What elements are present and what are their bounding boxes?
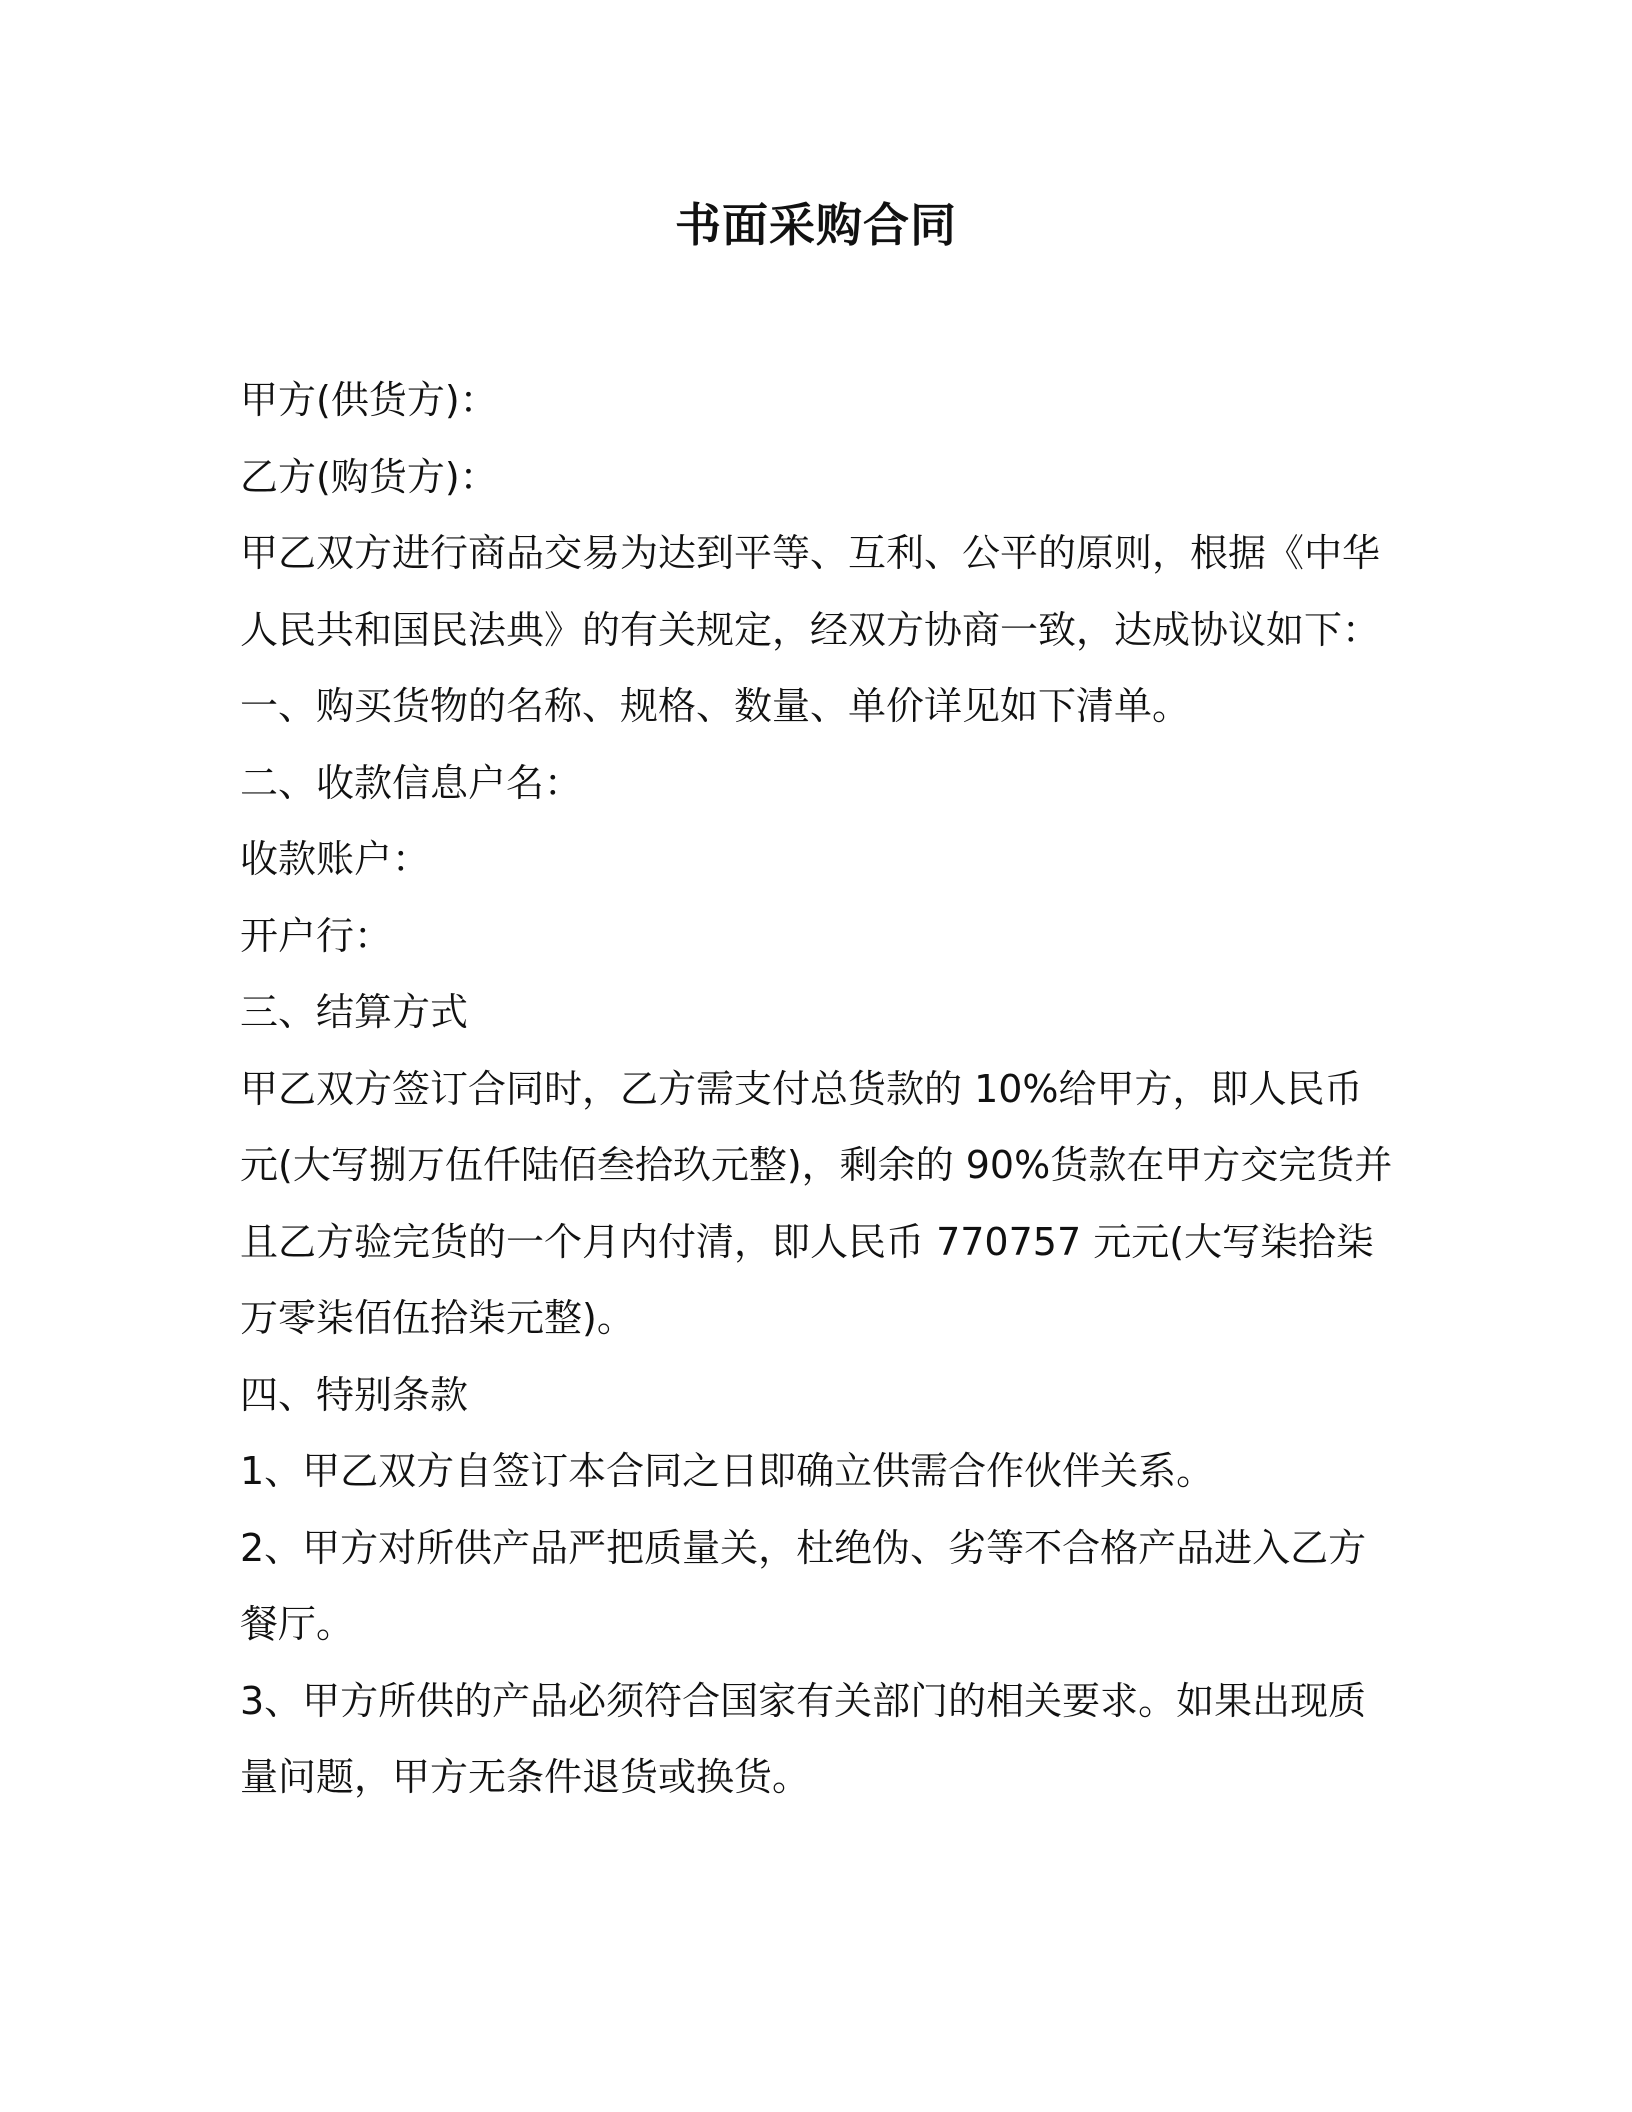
document-title: 书面采购合同 [675, 198, 957, 252]
document-body [240, 362, 1400, 1816]
preamble-paragraph: 甲乙双方进行商品交易为达到平等、互利、公平的原则，根据《中华人民共和国民法典》的有关规定，经双方协商一致，达成协议如下： [240, 531, 1381, 652]
party-b-line: 乙方(购货方)： [240, 454, 498, 499]
clause-1-goods: 一、购买货物的名称、规格、数量、单价详见如下清单。 [240, 684, 1191, 728]
settlement-paragraph: 甲乙双方签订合同时，乙方需支付总货款的 10%给甲方，即人民币元(大写捌万伍仟陆佰叁拾玖元整)，剩余的 90%货款在甲方交完货并且乙方验完货的一个月内付清，即人民币 770757 元元(大写柒拾柒万零柒佰伍拾柒元整)。 [240, 1066, 1393, 1340]
party-a-line: 甲方(供货方)： [240, 378, 498, 422]
clause-3-heading: 三、结算方式 [240, 990, 469, 1034]
special-term-2: 2、甲方对所供产品严把质量关，杜绝伪、劣等不合格产品进入乙方餐厅。 [240, 1525, 1367, 1646]
clause-4-heading: 四、特别条款 [240, 1372, 469, 1417]
special-term-1: 1、甲乙双方自签订本合同之日即确立供需合作伙伴关系。 [240, 1449, 1215, 1493]
bank-line: 开户行： [240, 913, 393, 958]
payee-account-line: 收款账户： [240, 837, 431, 881]
special-term-3: 3、甲方所供的产品必须符合国家有关部门的相关要求。如果出现质量问题，甲方无条件退货或换货。 [240, 1678, 1367, 1799]
clause-2-payee-name: 二、收款信息户名： [240, 760, 583, 805]
